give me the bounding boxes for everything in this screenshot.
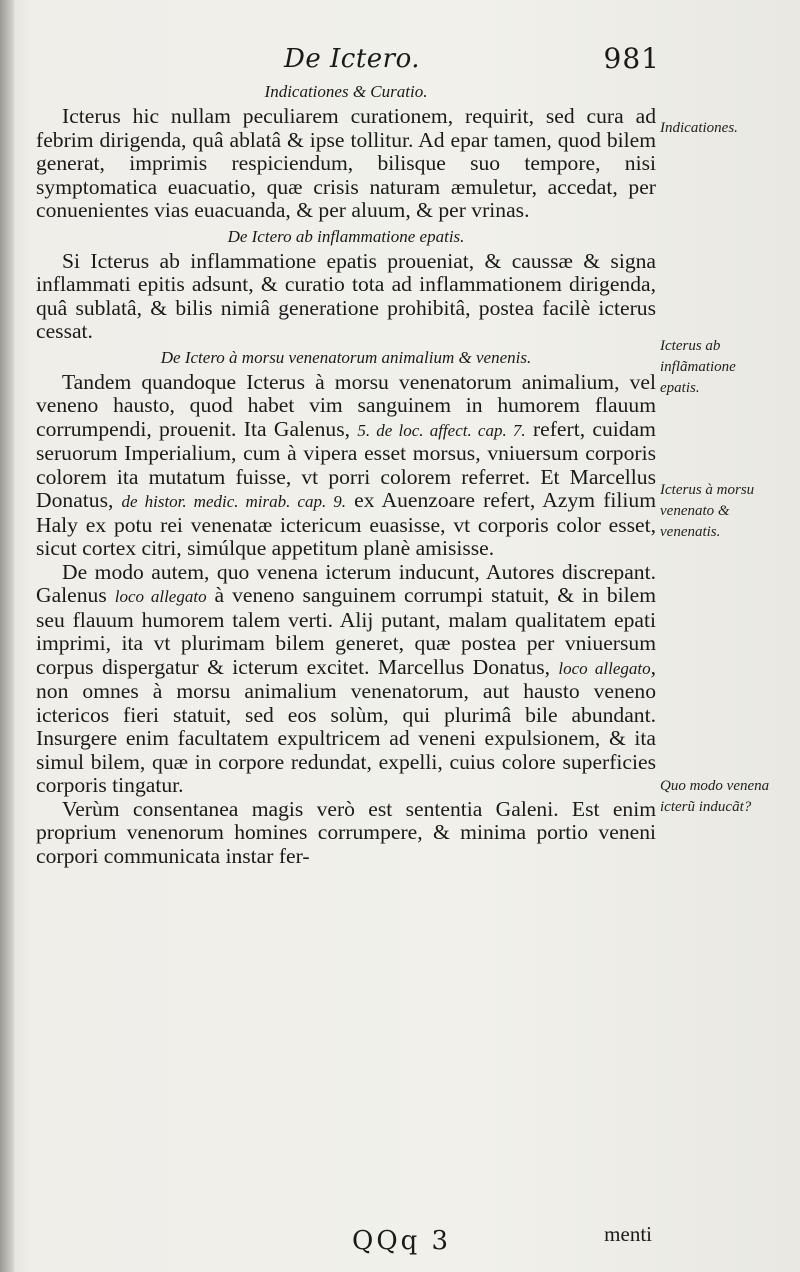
section-heading-indications: Indicationes & Curatio.	[264, 82, 428, 101]
page-number: 981	[603, 42, 660, 75]
signature-mark: QQq 3	[352, 1226, 452, 1256]
paragraph-inflammation: Si Icterus ab inflammatione epatis proueniat, & caussæ & signa inflammati epitis adsunt, & curatio tota ad inflammationem dirigenda, quâ sublatâ, & bilis nimiâ generatione prohibitâ, postea facilè icterus cessat.	[36, 248, 656, 343]
margin-note-venom: Icterus à morsu venenato & venenatis.	[660, 482, 755, 540]
section-heading-venom: De Ictero à morsu venenatorum animalium & venenis.	[160, 347, 532, 367]
paragraph-venom-3: Verùm consentanea magis verò est sententia Galeni. Est enim proprium venenorum homines corrumpere, & minima portio veneni corpori communicata instar fer-	[36, 796, 656, 868]
paragraph-indications: Icterus hic nullam peculiarem curationem, requirit, sed cura ad febrim dirigenda, quâ ablatâ & ipse tollitur. Ad epar tamen, quod bilem generat, imprimis respiciendum, bilisque suo tempore, nisi symptomatica euacuatio, quæ crisis naturam æmuletur, accedat, per conuenientes vias euacuanda, & per aluum, & per vrinas.	[36, 104, 656, 222]
citation-loco-allegato: loco allegato	[558, 658, 651, 678]
margin-note-inflammation: Icterus ab inflãmatione epatis.	[660, 338, 736, 396]
text-run: De modo autem, quo venena icterum inducunt, Autores discrepant. Galenus	[36, 559, 656, 607]
paragraph-venom-1	[36, 371, 656, 561]
section-heading-inflammation: De Ictero ab inflammatione epatis.	[227, 226, 465, 246]
citation-donatus: de histor. medic. mirab. cap. 9.	[121, 492, 346, 511]
text-run: ex Auenzoare refert, Azym filium Haly ex potu rei venenatæ ictericum euasisse, vt corporis color esset, sicut cortex citri, simúlque appetitum planè amisisse.	[36, 488, 656, 560]
page-binding-shadow	[0, 0, 14, 1272]
text-run: , non omnes à morsu animalium venenatorum, aut hausto veneno ictericos fieri statuit, sed eos solùm, qui plurimâ bile abundant. Insurgere enim facultatem expultricem ad veneni expulsionem, & ita simul bilem, quæ in corpore redundat, expelli, cuius colore superficies corporis tingatur.	[36, 654, 656, 797]
catchword: menti	[604, 1222, 652, 1246]
margin-note-modus: Quo modo venena icterũ inducãt?	[660, 778, 770, 815]
paragraph-venom-2	[36, 561, 656, 798]
text-run: Tandem quandoque Icterus à morsu venenatorum animalium, vel veneno hausto, quod habet vim sanguinem in humorem flauum corrumpendi, prouenit. Ita Galenus,	[36, 369, 656, 441]
text-run: refert, cuidam seruorum Imperialium, cum à vipera esset morsus, vniuersum corporis colorem ita mutatum fuisse, vt porri colorem referret. Et Marcellus Donatus,	[36, 416, 656, 512]
citation-galen: 5. de loc. affect. cap. 7.	[357, 420, 526, 440]
text-run: à veneno sanguinem corrumpi statuit, & in bilem seu flauum humorem talem verti. Alij putant, malam qualitatem epati imprimi, ita vt plurimam bilem generet, quæ postea per vniuersum corpus dispergatur & icterum excitet. Marcellus Donatus,	[36, 583, 657, 679]
running-title: De Ictero.	[284, 44, 421, 74]
page-header	[36, 42, 660, 82]
main-text	[36, 80, 656, 868]
margin-note-indications: Indicationes.	[660, 120, 738, 136]
page-footer	[36, 1222, 656, 1262]
citation-loco-allegato: loco allegato	[114, 587, 207, 606]
